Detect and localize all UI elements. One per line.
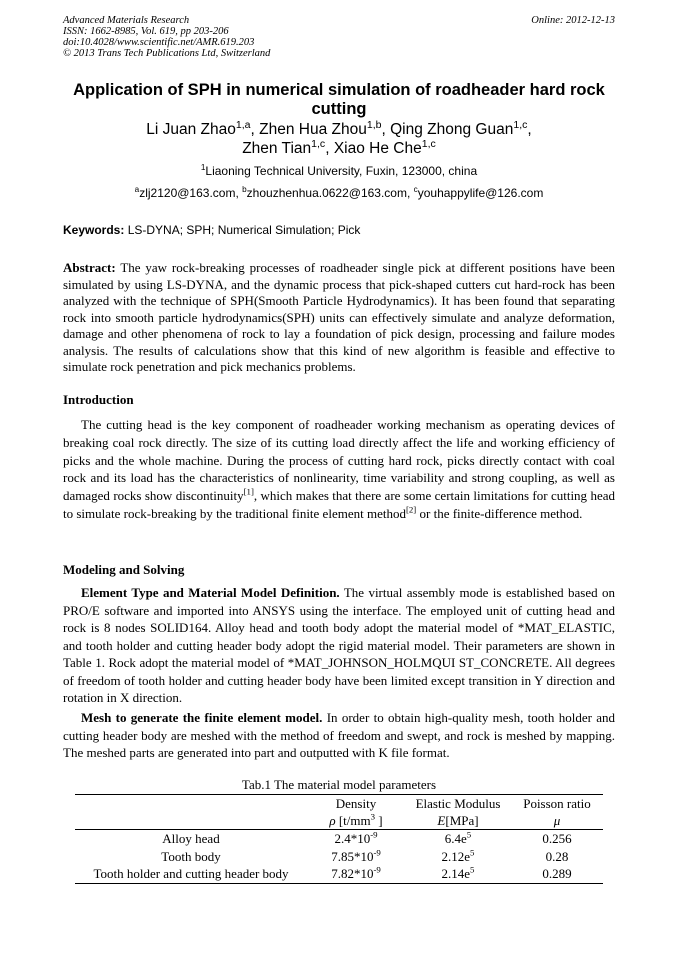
journal-header <box>63 15 615 59</box>
affiliation-sup: 1 <box>200 163 206 172</box>
table-header-cell: Density <box>307 795 405 813</box>
citation-ref[interactable]: [2] <box>405 504 417 515</box>
table-header-cell <box>75 812 307 830</box>
author-name: Zhen Tian <box>242 139 312 157</box>
email-address: zhouzhenhua.0622@163.com <box>246 186 407 200</box>
density-value: $2.4*10^{-9}$ <box>334 829 378 846</box>
abstract-text: The yaw rock-breaking processes of roadheader single pick at different positions have been simulated by using LS-DYNA, and the dynamic process that pick-shaped cutters cut hard-rock has been analyzed with the technique of SPH(Smooth Particle Hydrodynamics). It has been found that separating rock into smooth particle hydrodynamics(SPH) units can effectively simulate and analyze deformation, damage and other phenomena of rock to lay a foundation of pick design, processing and failure modes analysis. The results of calculations show that this kind of new algorithm is feasible and effective to simulate rock penetration and pick mechanics problems. <box>63 260 615 374</box>
keywords <box>63 223 615 237</box>
density-value: $7.82*10^{-9}$ <box>307 865 405 883</box>
material-name: Tooth body <box>161 848 221 864</box>
affiliation <box>60 164 618 178</box>
author-affil-sup: 1,b <box>366 118 382 131</box>
keywords-text: LS-DYNA; SPH; Numerical Simulation; Pick <box>124 223 361 237</box>
issn-line: ISSN: 1662-8985, Vol. 619, pp 203-206 <box>63 26 229 37</box>
email-address: zlj2120@163.com <box>139 186 236 200</box>
author-affil-sup: 1,c <box>513 118 528 131</box>
table-row <box>75 848 603 866</box>
mesh-paragraph: Mesh to generate the finite element model. In order to obtain high-quality mesh, tooth holder and cutting header body are meshed with the method of freedom and swept, and rock is meshed by mapping. The meshed parts are generated into part and outputted with K file format. <box>63 710 615 760</box>
table-row <box>75 865 603 883</box>
table-row <box>75 830 603 848</box>
element-type-paragraph: Element Type and Material Model Definition. The virtual assembly mode is established based on PRO/E software and imported into ANSYS using the interface. The employed unit of cutting head and rock is 8 nodes SOLID164. Alloy head and tooth body adopt the material model of *MAT_ELASTIC, and tooth holder and cutting header body adopt the rigid material model. Their parameters are shown in Table 1. Rock adopt the material model of *MAT_JOHNSON_HOLMQUI ST_CONCRETE. All degrees of freedom of tooth holder and cutting header body have been limited except transition in Y direction and rotation in X direction. <box>63 585 615 705</box>
author-name: Xiao He Che <box>333 139 422 157</box>
author-name: Zhen Hua Zhou <box>259 121 367 138</box>
material-parameters-table <box>75 794 603 884</box>
doi-line: doi:10.4028/www.scientific.net/AMR.619.203 <box>63 37 255 48</box>
keywords-label: Keywords: <box>63 223 125 237</box>
author-name: Qing Zhong Guan <box>390 121 514 138</box>
modulus-value: $2.14e^5$ <box>405 865 511 883</box>
density-value: $7.85*10^{-9}$ <box>331 847 381 864</box>
material-name: Tooth holder and cutting header body <box>75 865 307 883</box>
online-date: Online: 2012-12-13 <box>531 15 615 26</box>
table-caption: Tab.1 The material model parameters <box>241 777 437 792</box>
email-address: youhappylife@126.com <box>417 186 544 200</box>
email-list: $^a$zlj2120@163.com, $^b$zhouzhenhua.0622@163.com, $^c$youhappylife@126.com <box>134 185 544 200</box>
author-name: Li Juan Zhao <box>146 121 236 138</box>
table-header-row <box>75 812 603 830</box>
author-affil-sup: 1,a <box>235 118 251 131</box>
author-list: Li Juan Zhao$^{1,a}$, Zhen Hua Zhou$^{1,b}$, Qing Zhong Guan$^{1,c}$, Zhen Tian$^{1,c}$, Xiao He Che$^{1,c}$ <box>146 118 532 157</box>
table-header-row <box>75 795 603 813</box>
modulus-value: $6.4e^5$ <box>444 829 472 846</box>
journal-name: Advanced Materials Research <box>63 15 190 26</box>
poisson-value: 0.289 <box>511 865 603 883</box>
table-header-cell: μ <box>511 812 603 830</box>
table-header-cell: Elastic Modulus <box>405 795 511 813</box>
modulus-value: $2.12e^5$ <box>441 847 475 864</box>
author-affil-sup: 1,c <box>311 137 326 150</box>
poisson-value: 0.256 <box>542 831 572 846</box>
author-affil-sup: 1,c <box>421 137 436 150</box>
citation-ref[interactable]: [1] <box>243 486 254 497</box>
poisson-value: 0.28 <box>545 848 569 864</box>
table-header-cell: Poisson ratio <box>511 795 603 813</box>
modeling-heading: Modeling and Solving <box>63 562 185 577</box>
copyright-line: © 2013 Trans Tech Publications Ltd, Switzerland <box>63 48 271 59</box>
table-header-cell: ρ [$t/mm^3$ ] <box>307 812 405 830</box>
material-name: Alloy head <box>162 831 220 846</box>
abstract <box>63 260 615 376</box>
affiliation-text: Liaoning Technical University, Fuxin, 123000, china <box>205 164 478 178</box>
paper-title: Application of SPH in numerical simulation of roadheader hard rock cutting <box>73 81 605 118</box>
element-type-subheading: Element Type and Material Model Definition. <box>81 585 340 600</box>
abstract-label: Abstract: <box>63 260 116 275</box>
introduction-paragraph: The cutting head is the key component of roadheader working mechanism as operating devices of breaking coal rock directly. The size of its cutting load directly affect the life and working efficiency of picks and the whole machine. During the process of cutting hard rock, picks directly contact with coal rock and its load has the characteristics of nonlinearity, time variability and strong coupling, as well as damaged rocks show discontinuity[1], which makes that there are some certain limitations for cutting head to simulate rock-breaking by the traditional finite element method[2] or the finite-difference method. <box>63 417 615 521</box>
table-header-cell: E[MPa] <box>405 812 511 830</box>
mesh-subheading: Mesh to generate the finite element model. <box>81 710 323 725</box>
table-header-cell <box>75 795 307 813</box>
introduction-heading: Introduction <box>63 392 134 407</box>
